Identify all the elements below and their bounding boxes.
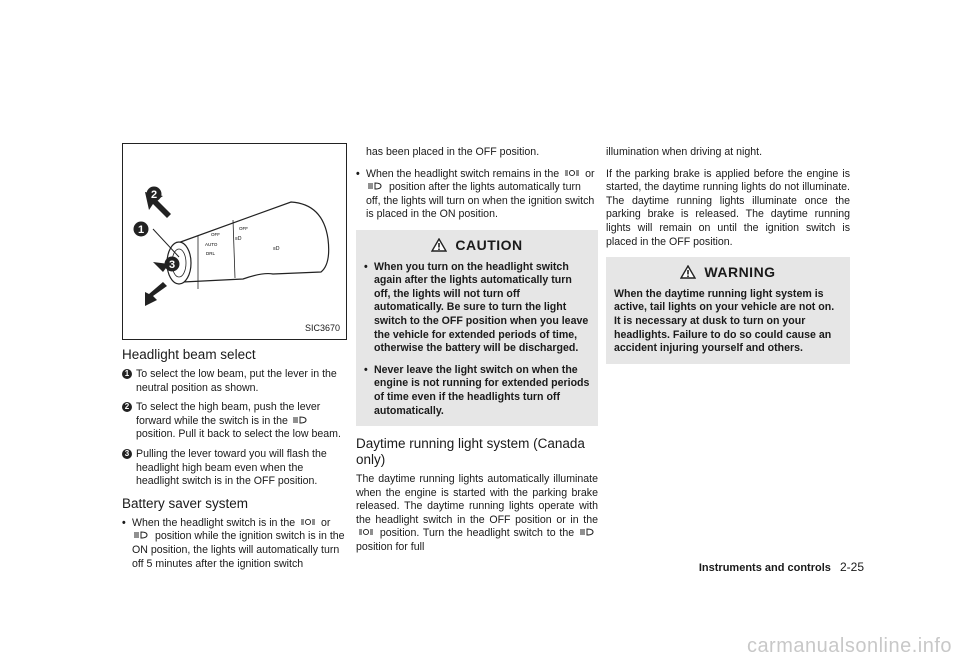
bullet-icon: • (122, 516, 126, 529)
list-item-text: position. Pull it back to select the low beam. (136, 428, 341, 441)
footer-section-title: Instruments and controls (698, 562, 831, 574)
list-item-text: When the headlight switch is in the (132, 516, 296, 529)
headlight-symbol-icon (132, 530, 152, 540)
headlight-lever-illustration (123, 144, 346, 339)
figure-id: SIC3670 (304, 323, 340, 334)
parking-light-symbol-icon (356, 527, 376, 537)
list-item (364, 364, 590, 418)
warning-text: When the daytime running light system is active, tail lights on your vehicle are not on. It is necessary at dusk to turn on your headlights. Failure to do so could cause an accident injuring yourself and others. (614, 287, 835, 355)
list-item (122, 517, 347, 571)
list-item-text: Never leave the light switch on when the engine is not running for extended periods of time even if the headlights turn off automatically. (374, 363, 590, 417)
list-item (356, 168, 598, 222)
list-item-continuation: has been placed in the OFF position. (366, 146, 540, 158)
headlight-symbol-icon (291, 415, 311, 425)
arrow-down-icon (145, 282, 167, 306)
headlight-lever-figure (122, 143, 347, 340)
battery-saver-heading: Battery saver system (122, 495, 249, 511)
drl-paragraph (356, 473, 598, 555)
list-item-text: or (585, 167, 595, 180)
stalk-label: DRL (206, 251, 216, 256)
stalk-label: AUTO (205, 242, 218, 247)
paragraph-text: position. Turn the headlight switch to the (379, 527, 575, 540)
number-badge: 2 (122, 402, 132, 412)
column-middle (356, 146, 598, 563)
stalk-label: ≡D (235, 236, 242, 242)
drl-heading: Daytime running light system (Canada only) (356, 436, 585, 468)
list-item-text: Pulling the lever toward you will flash the headlight high beam even when the headlight switch is in the OFF position. (136, 447, 327, 488)
warning-triangle-icon (680, 265, 696, 279)
headlight-symbol-icon (578, 527, 598, 537)
headlight-symbol-icon (366, 181, 386, 191)
warning-header (614, 265, 842, 280)
page-number: 2-25 (839, 560, 864, 574)
paragraph-text: The daytime running lights automatically illuminate when the engine is started with the parking brake released. The daytime running lights operate with the headlight switch in the OFF position or in the (356, 473, 598, 526)
list-item (122, 448, 347, 489)
parking-light-symbol-icon (298, 517, 318, 527)
headlight-beam-heading: Headlight beam select (122, 347, 256, 362)
stalk-label: ≡D (273, 246, 280, 252)
list-item-text: To select the low beam, put the lever in the neutral position as shown. (136, 368, 337, 394)
list-item-text: To select the high beam, push the lever forward while the switch is in the (136, 401, 321, 427)
caution-box (356, 230, 598, 426)
caution-title: CAUTION (455, 236, 523, 253)
drl-paragraph-continuation: illumination when driving at night. (606, 146, 763, 158)
callout-3: 3 (168, 259, 176, 271)
list-item (122, 368, 347, 395)
column-right (606, 146, 850, 374)
list-item-text: or (321, 516, 331, 529)
callout-2: 2 (150, 189, 158, 201)
number-badge: 3 (122, 449, 132, 459)
number-badge: 1 (122, 369, 132, 379)
callout-1: 1 (137, 224, 145, 236)
warning-box (606, 257, 850, 364)
bullet-icon: • (364, 363, 368, 376)
parking-light-symbol-icon (562, 168, 582, 178)
stalk-label: OFF (211, 232, 220, 237)
list-item (364, 261, 590, 356)
list-item-text: position while the ignition switch is in the ON position, the lights will automatically turn off 5 minutes after the ignition switch (132, 530, 345, 570)
bullet-icon: • (364, 260, 368, 273)
list-item-text: When the headlight switch remains in the (366, 167, 560, 180)
bullet-icon: • (356, 167, 360, 180)
list-item-text: position after the lights automatically turn off, the lights will turn on when the ignition switch is placed in the ON position. (366, 181, 595, 221)
caution-header (364, 238, 590, 253)
warning-title: WARNING (704, 264, 776, 281)
watermark: carmanualsonline.info (746, 635, 952, 657)
column-left (122, 143, 347, 579)
list-item-text: When you turn on the headlight switch again after the lights automatically turn off, the lights will not turn off automatically. Be sure to turn the light switch to the OFF position when you leave the vehicle for extended periods of time, otherwise the battery will be discharged. (374, 260, 589, 355)
drl-paragraph-2: If the parking brake is applied before the engine is started, the daytime running lights do not illuminate. The daytime running lights illuminate once the parking brake is released. The daytime running lights will remain on until the ignition switch is placed in the OFF position. (606, 167, 850, 248)
paragraph-text: position for full (356, 541, 425, 554)
warning-triangle-icon (431, 238, 447, 252)
list-item (122, 401, 347, 442)
stalk-label: OFF (239, 226, 248, 231)
page-footer (699, 560, 864, 574)
